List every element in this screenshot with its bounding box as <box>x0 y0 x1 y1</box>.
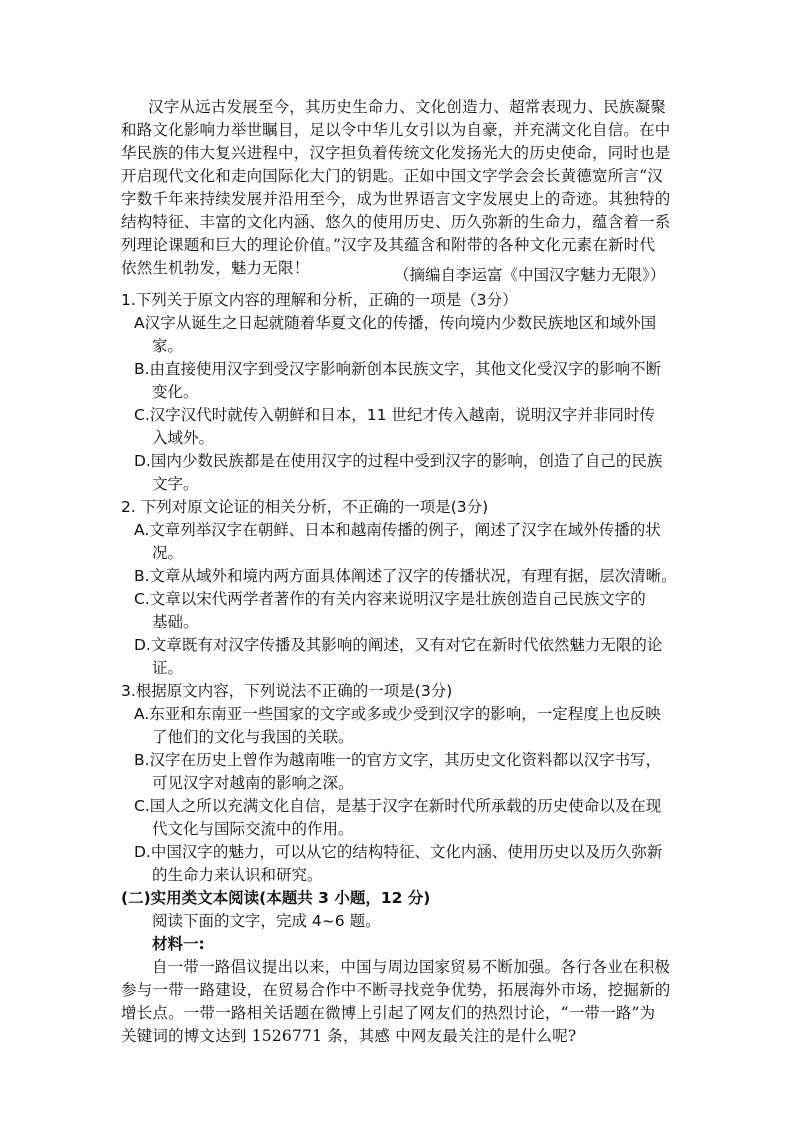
passage-line: 开启现代文化和走向国际化大门的钥匙。正如中国文字学会会长黄德宽所言“汉 <box>121 167 663 185</box>
passage-line: 列理论课题和巨大的理论价值。”汉字及其蕴含和附带的各种文化元素在新时代 <box>121 236 656 254</box>
question-stem: 2. 下列对原文论证的相关分析，不正确的一项是(3分) <box>121 498 489 516</box>
passage-source: （摘编自李运富《中国汉字魅力无限》） <box>394 266 666 284</box>
option-d-cont: 的生命力来认识和研究。 <box>152 866 323 884</box>
option-d: D.中国汉字的魅力，可以从它的结构特征、文化内涵、使用历史以及历久弥新 <box>134 843 663 861</box>
material-line: 关键词的博文达到 1526771 条，其感 中网友最关注的是什么呢? <box>121 1027 577 1045</box>
material-line: 增长点。一带一路相关话题在微博上引起了网友们的热烈讨论，“一带一路”为 <box>121 1004 656 1022</box>
material-line: 自一带一路倡议提出以来，中国与周边国家贸易不断加强。各行各业在积极 <box>152 958 671 976</box>
option-c-cont: 入域外。 <box>152 429 215 447</box>
passage-line: 字数千年来持续发展并沿用至今，成为世界语言文字发展史上的奇迹。其独特的 <box>121 190 671 208</box>
option-d: D.文章既有对汉字传播及其影响的阐述，又有对它在新时代依然魅力无限的论 <box>134 636 663 654</box>
passage-line: 结构特征、丰富的文化内涵、悠久的使用历史、历久弥新的生命力，蕴含着一系 <box>121 213 671 231</box>
option-a: A.东亚和东南亚一些国家的文字或多或少受到汉字的影响，一定程度上也反映 <box>134 705 661 723</box>
section-instruction: 阅读下面的文字，完成 4~6 题。 <box>152 912 381 930</box>
option-a-cont: 了他们的文化与我国的关联。 <box>152 728 354 746</box>
material-line: 参与一带一路建设，在贸易合作中不断寻找竞争优势，拓展海外市场，挖掘新的 <box>121 981 671 999</box>
material-title: 材料一: <box>152 935 205 953</box>
option-a: A.文章列举汉字在朝鲜、日本和越南传播的例子，阐述了汉字在域外传播的状 <box>134 521 661 539</box>
question-stem: 3.根据原文内容，下列说法不正确的一项是(3分) <box>121 682 453 700</box>
option-d-cont: 文字。 <box>152 475 199 493</box>
option-c: C.文章以宋代两学者著作的有关内容来说明汉字是壮族创造自己民族文字的 <box>134 590 646 608</box>
option-a: A汉字从诞生之日起就随着华夏文化的传播，传向境内少数民族地区和域外国 <box>134 314 657 332</box>
option-d-cont: 证。 <box>152 659 184 677</box>
option-c: C.国人之所以充满文化自信，是基于汉字在新时代所承载的历史使命以及在现 <box>134 797 662 815</box>
section-heading: (二)实用类文本阅读(本题共 3 小题，12 分) <box>121 889 431 907</box>
option-a-cont: 家。 <box>152 337 184 355</box>
option-c-cont: 基础。 <box>152 613 199 631</box>
option-c-cont: 代文化与国际交流中的作用。 <box>152 820 354 838</box>
option-b: B.文章从域外和境内两方面具体阐述了汉字的传播状况，有理有据，层次清晰。 <box>134 567 677 585</box>
passage-line: 华民族的伟大复兴进程中，汉字担负着传统文化发扬光大的历史使命，同时也是 <box>121 144 671 162</box>
passage-line: 依然生机勃发，魅力无限！ <box>121 259 310 277</box>
option-b-cont: 变化。 <box>152 383 199 401</box>
option-b-cont: 可见汉字对越南的影响之深。 <box>152 774 354 792</box>
option-a-cont: 况。 <box>152 544 184 562</box>
option-b: B.汉字在历史上曾作为越南唯一的官方文字，其历史文化资料都以汉字书写， <box>134 751 662 769</box>
passage-line: 汉字从远古发展至今，其历史生命力、文化创造力、超常表现力、民族凝聚 <box>148 98 667 116</box>
option-d: D.国内少数民族都是在使用汉字的过程中受到汉字的影响，创造了自己的民族 <box>134 452 663 470</box>
option-b: B.由直接使用汉字到受汉字影响新创本民族文字，其他文化受汉字的影响不断 <box>134 360 662 378</box>
passage-line: 和路文化影响力举世瞩目，足以令中华儿女引以为自豪，并充满文化自信。在中 <box>121 121 671 139</box>
option-c: C.汉字汉代时就传入朝鲜和日本，11 世纪才传入越南，说明汉字并非同时传 <box>134 406 655 424</box>
question-stem: 1.下列关于原文内容的理解和分析，正确的一项是（3分） <box>121 291 518 309</box>
